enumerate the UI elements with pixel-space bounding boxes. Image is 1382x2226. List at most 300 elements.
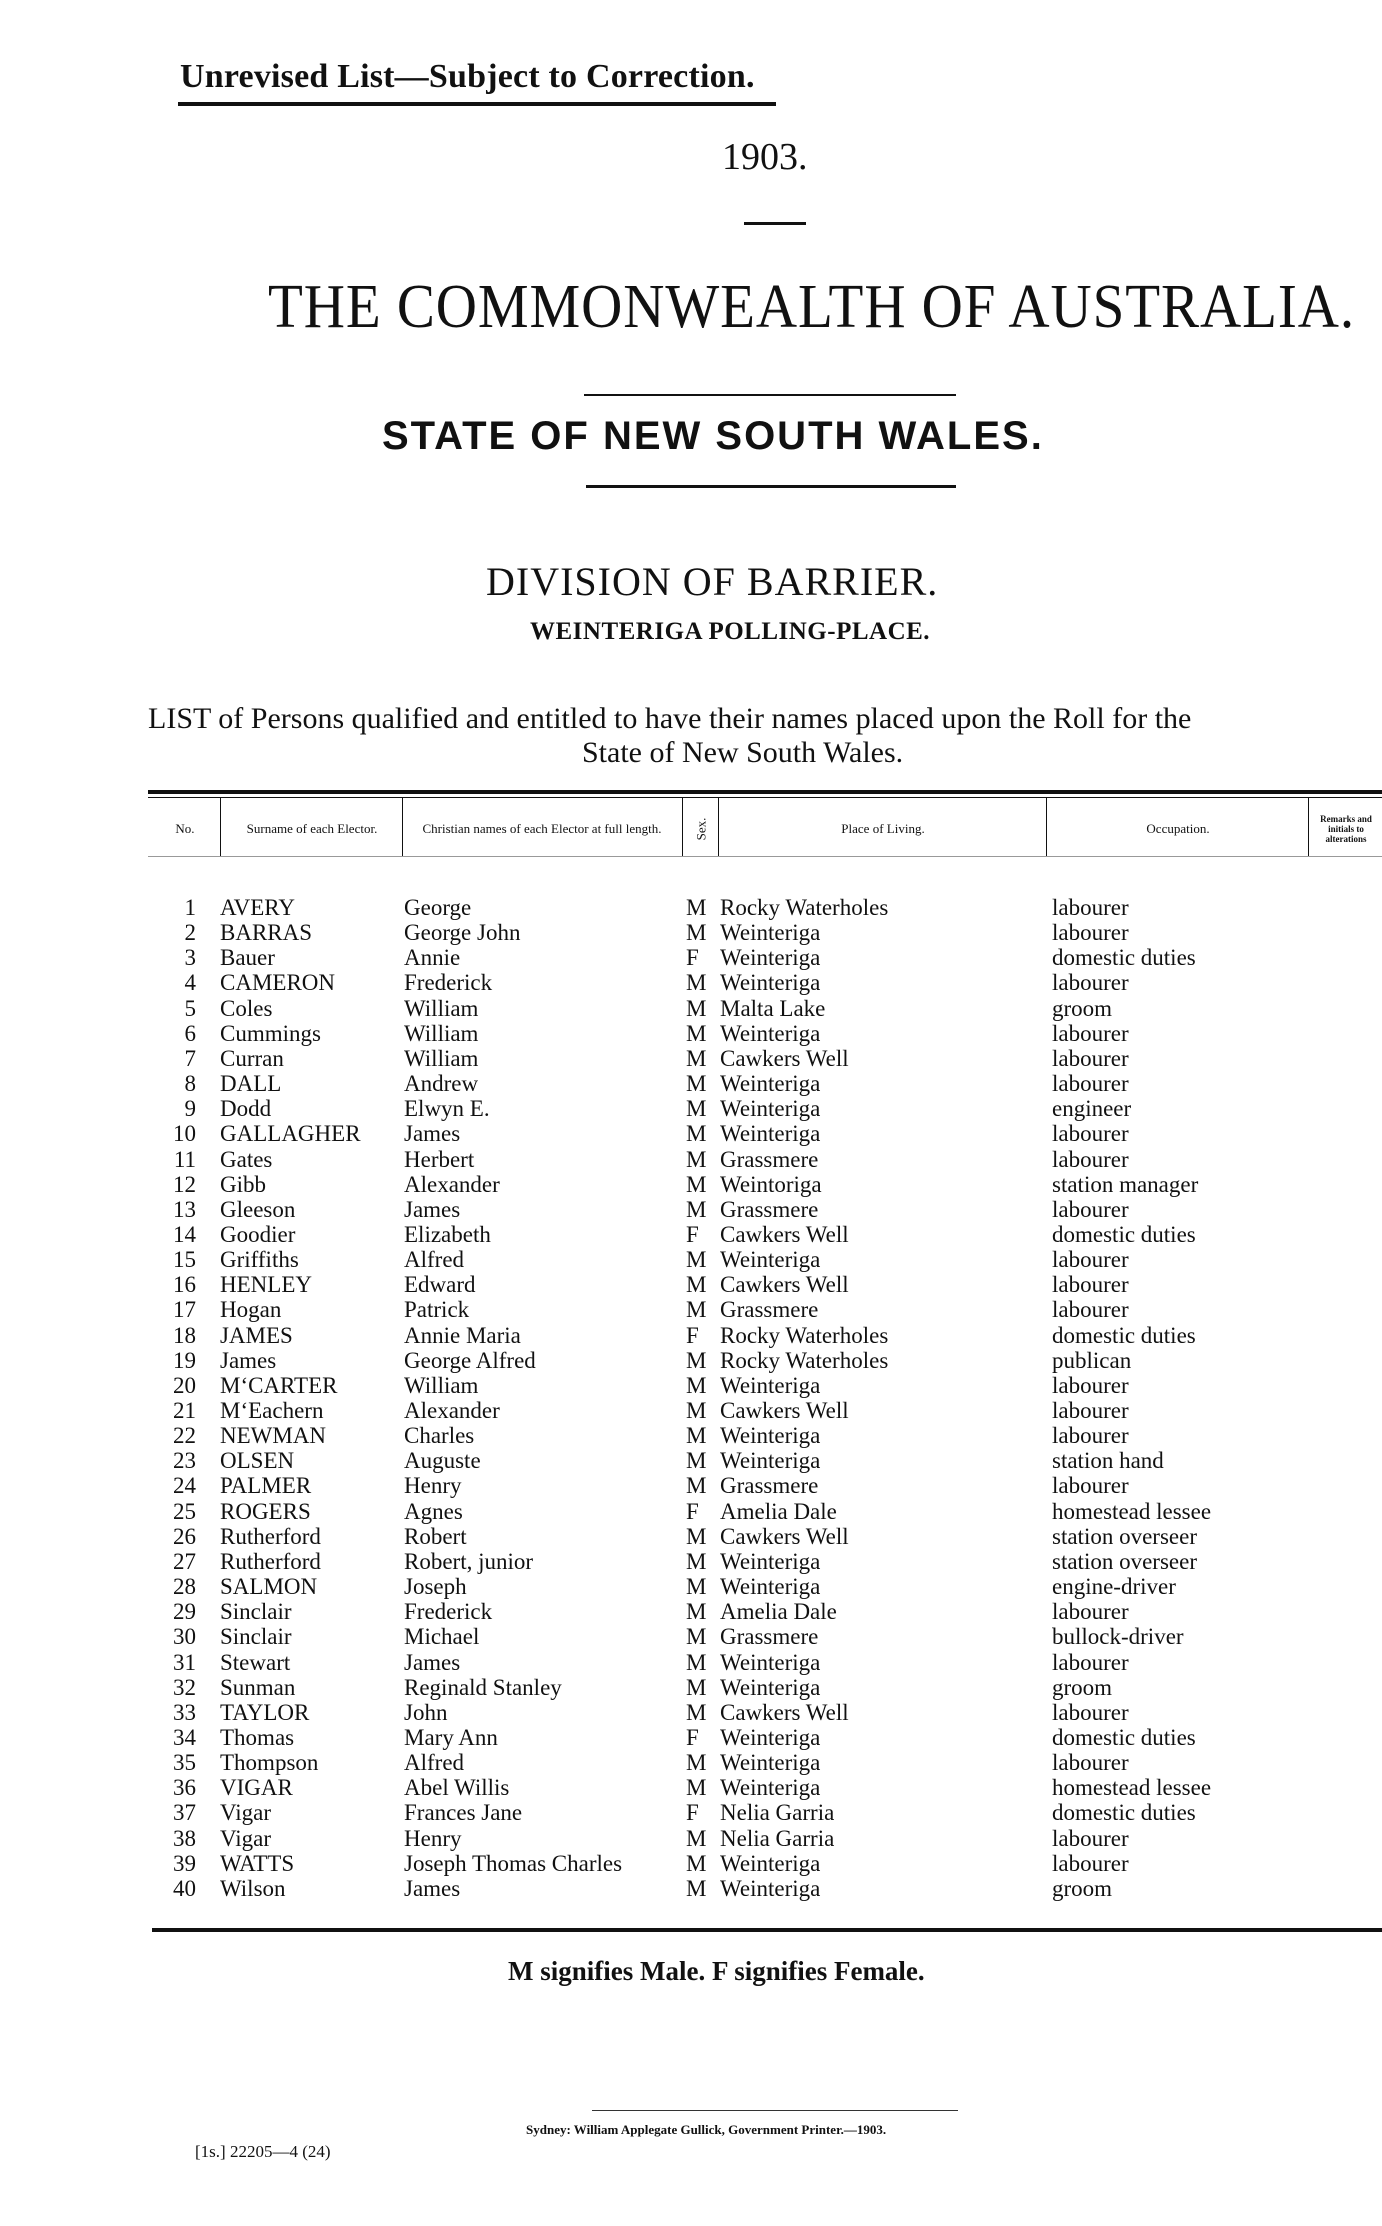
row-number: 26 xyxy=(173,1523,196,1549)
row-sex: M xyxy=(686,1297,707,1323)
header-divider xyxy=(402,798,403,856)
row-surname: Bauer xyxy=(220,945,275,971)
row-surname: Cummings xyxy=(220,1020,321,1046)
row-sex: M xyxy=(686,1548,707,1574)
row-christian-names: William xyxy=(404,1020,479,1046)
row-place: Weinteriga xyxy=(720,1372,821,1398)
polling-place-title: WEINTERIGA POLLING-PLACE. xyxy=(530,618,931,645)
row-christian-names: James xyxy=(404,1649,461,1675)
row-number: 14 xyxy=(173,1221,196,1247)
table-row xyxy=(0,1574,1382,1599)
row-place: Weinteriga xyxy=(720,1071,821,1097)
row-surname: Gates xyxy=(220,1146,273,1172)
row-place: Weintoriga xyxy=(720,1171,822,1197)
table-bottom-rule xyxy=(152,1928,1382,1932)
row-sex: M xyxy=(686,1272,707,1298)
row-number: 11 xyxy=(173,1146,196,1172)
row-occupation: labourer xyxy=(1052,920,1129,946)
row-sex: M xyxy=(686,1096,707,1122)
row-place: Amelia Dale xyxy=(720,1599,837,1625)
header-christian-names: Christian names of each Elector at full length. xyxy=(422,821,662,836)
row-christian-names: George Alfred xyxy=(404,1347,536,1373)
row-sex: M xyxy=(686,1071,707,1097)
row-place: Weinteriga xyxy=(720,1649,821,1675)
row-occupation: labourer xyxy=(1052,1398,1129,1423)
row-christian-names: Charles xyxy=(404,1423,475,1449)
row-sex: M xyxy=(686,1171,707,1197)
row-number: 23 xyxy=(173,1448,196,1474)
year: 1903. xyxy=(722,136,808,178)
row-christian-names: Joseph xyxy=(404,1574,467,1600)
row-occupation: engineer xyxy=(1052,1096,1132,1122)
row-place: Grassmere xyxy=(720,1146,819,1172)
row-surname: Coles xyxy=(220,995,273,1021)
header-divider xyxy=(682,798,683,856)
row-sex: F xyxy=(686,1800,699,1826)
row-number: 5 xyxy=(184,995,196,1021)
row-occupation: labourer xyxy=(1052,1599,1129,1625)
row-place: Amelia Dale xyxy=(720,1498,837,1524)
row-sex: F xyxy=(686,1221,699,1247)
row-occupation: groom xyxy=(1052,1875,1113,1901)
row-number: 20 xyxy=(173,1372,196,1398)
table-row xyxy=(0,1499,1382,1524)
sex-legend: M signifies Male. F signifies Female. xyxy=(508,1956,925,1986)
row-place: Nelia Garria xyxy=(720,1800,835,1826)
row-place: Grassmere xyxy=(720,1473,819,1499)
row-place: Weinteriga xyxy=(720,1750,821,1776)
row-occupation: domestic duties xyxy=(1052,945,1196,971)
row-number: 1 xyxy=(184,895,196,920)
row-surname: Rutherford xyxy=(220,1523,321,1549)
row-occupation: station hand xyxy=(1052,1448,1164,1474)
header-occupation: Occupation. xyxy=(1146,821,1210,836)
footer-rule xyxy=(592,2110,958,2111)
table-row xyxy=(0,1624,1382,1649)
row-place: Weinteriga xyxy=(720,1548,821,1574)
row-number: 22 xyxy=(173,1423,196,1449)
table-row xyxy=(0,1650,1382,1675)
intro-text-line1: LIST of Persons qualified and entitled to have their names placed upon the Roll for the xyxy=(148,702,1192,735)
row-place: Cawkers Well xyxy=(720,1398,849,1423)
row-place: Malta Lake xyxy=(720,995,826,1021)
row-surname: Rutherford xyxy=(220,1548,321,1574)
row-sex: F xyxy=(686,1322,699,1348)
row-place: Cawkers Well xyxy=(720,1045,849,1071)
row-number: 32 xyxy=(173,1674,196,1700)
row-number: 9 xyxy=(184,1096,196,1122)
row-sex: M xyxy=(686,1398,707,1423)
table-row xyxy=(0,1826,1382,1851)
row-sex: M xyxy=(686,1649,707,1675)
row-surname: Vigar xyxy=(220,1800,271,1826)
header-surname: Surname of each Elector. xyxy=(246,821,378,836)
row-occupation: station overseer xyxy=(1052,1548,1197,1574)
row-occupation: publican xyxy=(1052,1347,1132,1373)
row-sex: M xyxy=(686,1875,707,1901)
row-occupation: labourer xyxy=(1052,1423,1129,1449)
row-place: Weinteriga xyxy=(720,1850,821,1876)
row-place: Rocky Waterholes xyxy=(720,1347,889,1373)
state-rule-bottom xyxy=(586,485,956,488)
table-row xyxy=(0,1272,1382,1297)
header-sex-label: Sex. xyxy=(693,817,708,841)
row-surname: SALMON xyxy=(220,1574,318,1600)
table-row xyxy=(0,945,1382,970)
row-occupation: labourer xyxy=(1052,1825,1129,1851)
row-number: 28 xyxy=(173,1574,196,1600)
table-row xyxy=(0,1750,1382,1775)
table-header-rule xyxy=(148,856,1382,857)
row-sex: M xyxy=(686,895,707,920)
row-number: 12 xyxy=(173,1171,196,1197)
table-row xyxy=(0,1323,1382,1348)
row-surname: VIGAR xyxy=(220,1775,293,1801)
row-christian-names: Alfred xyxy=(404,1247,465,1273)
table-top-rule-thin xyxy=(148,797,1382,798)
row-number: 24 xyxy=(173,1473,196,1499)
row-sex: M xyxy=(686,1699,707,1725)
country-title: THE COMMONWEALTH OF AUSTRALIA. xyxy=(268,273,1356,341)
row-christian-names: Frederick xyxy=(404,1599,493,1625)
table-row xyxy=(0,1876,1382,1901)
row-occupation: labourer xyxy=(1052,1297,1129,1323)
row-place: Weinteriga xyxy=(720,1574,821,1600)
row-occupation: labourer xyxy=(1052,1750,1129,1776)
table-row xyxy=(0,1197,1382,1222)
row-place: Weinteriga xyxy=(720,1875,821,1901)
row-number: 36 xyxy=(173,1775,196,1801)
row-surname: Goodier xyxy=(220,1221,296,1247)
row-number: 21 xyxy=(173,1398,196,1423)
row-christian-names: George John xyxy=(404,920,521,946)
table-row xyxy=(0,1348,1382,1373)
row-place: Nelia Garria xyxy=(720,1825,835,1851)
row-sex: M xyxy=(686,1045,707,1071)
unrevised-underline xyxy=(178,102,776,106)
row-place: Grassmere xyxy=(720,1196,819,1222)
row-sex: M xyxy=(686,1599,707,1625)
table-row xyxy=(0,1297,1382,1322)
row-number: 19 xyxy=(173,1347,196,1373)
row-occupation: domestic duties xyxy=(1052,1724,1196,1750)
row-occupation: domestic duties xyxy=(1052,1800,1196,1826)
row-christian-names: Elwyn E. xyxy=(404,1096,490,1122)
unrevised-notice: Unrevised List—Subject to Correction. xyxy=(180,58,755,95)
header-divider xyxy=(718,798,719,856)
row-sex: M xyxy=(686,1750,707,1776)
row-number: 10 xyxy=(173,1121,196,1147)
row-surname: Curran xyxy=(220,1045,284,1071)
row-christian-names: Robert, junior xyxy=(404,1548,534,1574)
row-place: Weinteriga xyxy=(720,1724,821,1750)
row-occupation: labourer xyxy=(1052,1699,1129,1725)
row-christian-names: Frederick xyxy=(404,970,493,996)
row-christian-names: Henry xyxy=(404,1473,462,1499)
row-number: 31 xyxy=(173,1649,196,1675)
row-number: 15 xyxy=(173,1247,196,1273)
row-occupation: labourer xyxy=(1052,970,1129,996)
row-occupation: homestead lessee xyxy=(1052,1775,1212,1801)
header-no: No. xyxy=(175,821,195,836)
row-occupation: labourer xyxy=(1052,1121,1129,1147)
row-number: 13 xyxy=(173,1196,196,1222)
row-surname: Sunman xyxy=(220,1674,296,1700)
row-christian-names: Herbert xyxy=(404,1146,475,1172)
printer-imprint: Sydney: William Applegate Gullick, Government Printer.—1903. xyxy=(526,2122,887,2137)
row-surname: Vigar xyxy=(220,1825,271,1851)
row-christian-names: William xyxy=(404,1372,479,1398)
row-surname: Thomas xyxy=(220,1724,295,1750)
row-surname: DALL xyxy=(220,1071,282,1097)
row-christian-names: Agnes xyxy=(404,1498,463,1524)
row-place: Weinteriga xyxy=(720,1423,821,1449)
row-sex: M xyxy=(686,1372,707,1398)
table-row xyxy=(0,1473,1382,1498)
table-row xyxy=(0,920,1382,945)
table-row xyxy=(0,1121,1382,1146)
row-sex: M xyxy=(686,1448,707,1474)
row-number: 25 xyxy=(173,1498,196,1524)
header-sex xyxy=(684,802,718,856)
row-number: 17 xyxy=(173,1297,196,1323)
row-number: 37 xyxy=(173,1800,196,1826)
row-occupation: domestic duties xyxy=(1052,1221,1196,1247)
row-sex: F xyxy=(686,1498,699,1524)
table-row xyxy=(0,970,1382,995)
row-place: Weinteriga xyxy=(720,1096,821,1122)
row-number: 2 xyxy=(184,920,196,946)
row-sex: F xyxy=(686,1724,699,1750)
row-number: 3 xyxy=(184,945,196,971)
row-christian-names: Annie xyxy=(404,945,461,971)
row-place: Weinteriga xyxy=(720,1247,821,1273)
row-occupation: labourer xyxy=(1052,1020,1129,1046)
row-christian-names: Patrick xyxy=(404,1297,470,1323)
row-surname: M‘Eachern xyxy=(220,1398,324,1423)
row-occupation: labourer xyxy=(1052,1272,1129,1298)
division-title: DIVISION OF BARRIER. xyxy=(486,559,939,604)
row-sex: M xyxy=(686,1624,707,1650)
row-sex: M xyxy=(686,1423,707,1449)
row-occupation: bullock-driver xyxy=(1052,1624,1184,1650)
row-place: Grassmere xyxy=(720,1624,819,1650)
table-row xyxy=(0,1700,1382,1725)
table-row xyxy=(0,1851,1382,1876)
row-occupation: labourer xyxy=(1052,895,1129,920)
state-title: STATE OF NEW SOUTH WALES. xyxy=(382,414,1044,458)
row-surname: Dodd xyxy=(220,1096,272,1122)
row-christian-names: Robert xyxy=(404,1523,467,1549)
row-place: Rocky Waterholes xyxy=(720,1322,889,1348)
row-occupation: labourer xyxy=(1052,1045,1129,1071)
row-surname: Gibb xyxy=(220,1171,266,1197)
table-row xyxy=(0,895,1382,920)
row-number: 27 xyxy=(173,1548,196,1574)
row-surname: PALMER xyxy=(220,1473,312,1499)
row-place: Weinteriga xyxy=(720,920,821,946)
table-row xyxy=(0,1524,1382,1549)
row-number: 16 xyxy=(173,1272,196,1298)
intro-text-line2: State of New South Wales. xyxy=(582,736,904,769)
row-occupation: labourer xyxy=(1052,1473,1129,1499)
row-number: 30 xyxy=(173,1624,196,1650)
row-place: Weinteriga xyxy=(720,1121,821,1147)
row-occupation: labourer xyxy=(1052,1850,1129,1876)
row-sex: M xyxy=(686,1196,707,1222)
row-surname: James xyxy=(220,1347,277,1373)
row-surname: ROGERS xyxy=(220,1498,311,1524)
row-surname: Gleeson xyxy=(220,1196,296,1222)
row-christian-names: Reginald Stanley xyxy=(404,1674,562,1700)
row-surname: M‘CARTER xyxy=(220,1372,338,1398)
table-row xyxy=(0,1775,1382,1800)
table-row xyxy=(0,1071,1382,1096)
table-row xyxy=(0,1247,1382,1272)
row-occupation: groom xyxy=(1052,995,1113,1021)
row-surname: WATTS xyxy=(220,1850,295,1876)
table-row xyxy=(0,1549,1382,1574)
row-sex: M xyxy=(686,970,707,996)
row-surname: Thompson xyxy=(220,1750,319,1776)
row-sex: M xyxy=(686,1574,707,1600)
row-number: 39 xyxy=(173,1850,196,1876)
row-christian-names: Andrew xyxy=(404,1071,479,1097)
row-place: Rocky Waterholes xyxy=(720,895,889,920)
row-christian-names: Alfred xyxy=(404,1750,465,1776)
table-row xyxy=(0,1021,1382,1046)
row-surname: AVERY xyxy=(220,895,295,920)
row-christian-names: Mary Ann xyxy=(404,1724,498,1750)
row-place: Cawkers Well xyxy=(720,1699,849,1725)
row-place: Weinteriga xyxy=(720,1775,821,1801)
row-surname: BARRAS xyxy=(220,920,313,946)
row-christian-names: Annie Maria xyxy=(404,1322,521,1348)
table-row xyxy=(0,1147,1382,1172)
row-number: 29 xyxy=(173,1599,196,1625)
row-christian-names: Elizabeth xyxy=(404,1221,491,1247)
row-number: 38 xyxy=(173,1825,196,1851)
row-occupation: labourer xyxy=(1052,1372,1129,1398)
row-surname: OLSEN xyxy=(220,1448,295,1474)
row-sex: M xyxy=(686,1825,707,1851)
row-christian-names: Alexander xyxy=(404,1398,500,1423)
row-number: 18 xyxy=(173,1322,196,1348)
row-surname: Wilson xyxy=(220,1875,286,1901)
row-place: Cawkers Well xyxy=(720,1272,849,1298)
row-number: 4 xyxy=(184,970,196,996)
row-occupation: labourer xyxy=(1052,1196,1129,1222)
row-surname: Hogan xyxy=(220,1297,282,1323)
table-row xyxy=(0,1046,1382,1071)
table-row xyxy=(0,1725,1382,1750)
row-number: 33 xyxy=(173,1699,196,1725)
row-surname: TAYLOR xyxy=(220,1699,310,1725)
row-occupation: homestead lessee xyxy=(1052,1498,1212,1524)
row-sex: M xyxy=(686,1146,707,1172)
table-row xyxy=(0,1172,1382,1197)
row-occupation: station overseer xyxy=(1052,1523,1197,1549)
header-divider xyxy=(1308,798,1309,856)
row-christian-names: Auguste xyxy=(404,1448,481,1474)
row-sex: M xyxy=(686,1523,707,1549)
row-christian-names: Edward xyxy=(404,1272,476,1298)
row-christian-names: Michael xyxy=(404,1624,480,1650)
header-remarks: Remarks and initials to alterations xyxy=(1320,814,1372,844)
table-row xyxy=(0,1373,1382,1398)
row-occupation: labourer xyxy=(1052,1649,1129,1675)
row-occupation: labourer xyxy=(1052,1071,1129,1097)
year-rule xyxy=(744,222,806,225)
row-number: 6 xyxy=(184,1020,196,1046)
row-place: Cawkers Well xyxy=(720,1523,849,1549)
row-place: Weinteriga xyxy=(720,1020,821,1046)
row-sex: M xyxy=(686,1674,707,1700)
row-occupation: engine-driver xyxy=(1052,1574,1176,1600)
table-row xyxy=(0,996,1382,1021)
row-christian-names: George xyxy=(404,895,472,920)
row-sex: M xyxy=(686,1473,707,1499)
row-christian-names: Henry xyxy=(404,1825,462,1851)
row-christian-names: Joseph Thomas Charles xyxy=(404,1850,623,1876)
row-surname: JAMES xyxy=(220,1322,293,1348)
table-row xyxy=(0,1096,1382,1121)
header-divider xyxy=(1046,798,1047,856)
row-christian-names: Abel Willis xyxy=(404,1775,510,1801)
row-sex: F xyxy=(686,945,699,971)
row-place: Weinteriga xyxy=(720,970,821,996)
row-number: 40 xyxy=(173,1875,196,1901)
row-place: Cawkers Well xyxy=(720,1221,849,1247)
row-sex: M xyxy=(686,920,707,946)
row-occupation: groom xyxy=(1052,1674,1113,1700)
row-christian-names: Alexander xyxy=(404,1171,500,1197)
row-christian-names: William xyxy=(404,1045,479,1071)
row-christian-names: James xyxy=(404,1875,461,1901)
row-sex: M xyxy=(686,1850,707,1876)
table-row xyxy=(0,1448,1382,1473)
header-divider xyxy=(220,798,221,856)
row-number: 7 xyxy=(184,1045,196,1071)
row-surname: NEWMAN xyxy=(220,1423,327,1449)
row-christian-names: James xyxy=(404,1121,461,1147)
row-place: Weinteriga xyxy=(720,945,821,971)
row-sex: M xyxy=(686,1020,707,1046)
row-occupation: domestic duties xyxy=(1052,1322,1196,1348)
row-occupation: labourer xyxy=(1052,1146,1129,1172)
row-place: Grassmere xyxy=(720,1297,819,1323)
document-code: [1s.] 22205—4 (24) xyxy=(195,2142,331,2161)
row-surname: Griffiths xyxy=(220,1247,299,1273)
row-occupation: station manager xyxy=(1052,1171,1199,1197)
row-place: Weinteriga xyxy=(720,1448,821,1474)
row-number: 8 xyxy=(184,1071,196,1097)
table-row xyxy=(0,1675,1382,1700)
table-row xyxy=(0,1222,1382,1247)
row-number: 35 xyxy=(173,1750,196,1776)
row-place: Weinteriga xyxy=(720,1674,821,1700)
header-place: Place of Living. xyxy=(841,821,925,836)
row-sex: M xyxy=(686,1347,707,1373)
row-sex: M xyxy=(686,1247,707,1273)
row-christian-names: James xyxy=(404,1196,461,1222)
row-surname: GALLAGHER xyxy=(220,1121,361,1147)
row-surname: HENLEY xyxy=(220,1272,312,1298)
table-row xyxy=(0,1423,1382,1448)
table-top-rule xyxy=(148,790,1382,794)
row-sex: M xyxy=(686,1121,707,1147)
row-surname: Sinclair xyxy=(220,1624,292,1650)
